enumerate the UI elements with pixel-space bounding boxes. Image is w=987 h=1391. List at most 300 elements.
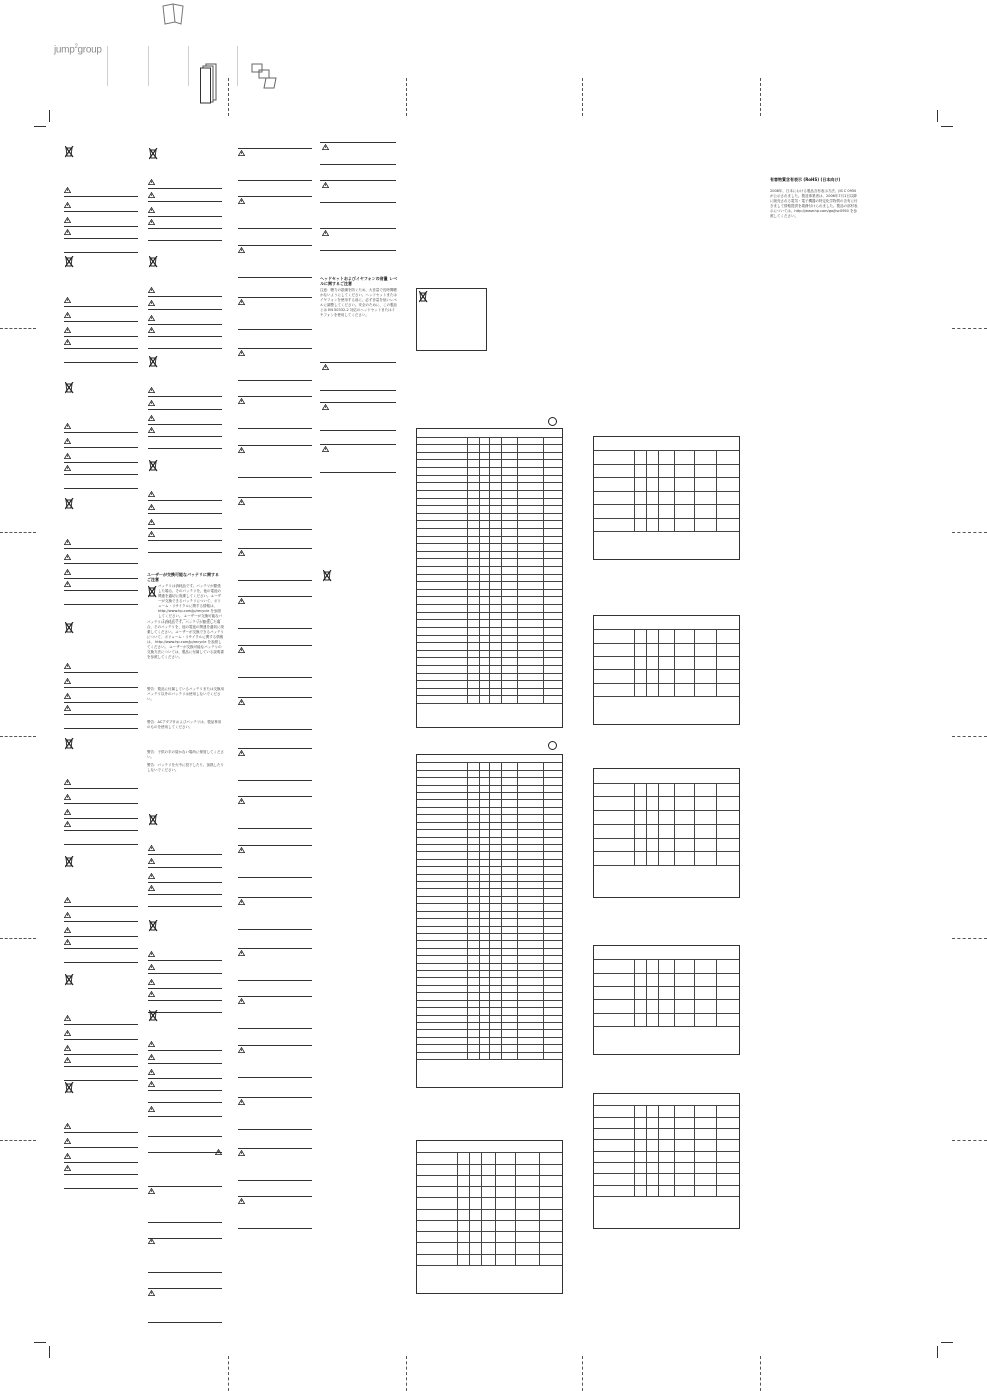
divider-rule bbox=[148, 436, 222, 437]
divider-rule bbox=[238, 228, 312, 229]
table-row-line bbox=[594, 669, 739, 670]
divider-rule bbox=[238, 677, 312, 678]
divider-rule bbox=[238, 348, 312, 349]
table-column-line bbox=[716, 450, 717, 531]
divider-rule bbox=[64, 830, 138, 831]
divider-rule bbox=[64, 803, 138, 804]
battery-heading: ユーザーが交換可能なバッテリに関する ご注意 bbox=[147, 572, 219, 582]
divider-rule bbox=[64, 1024, 138, 1025]
recycle-bin-crossed-icon bbox=[65, 856, 74, 868]
divider-rule bbox=[64, 844, 138, 845]
table-column-line bbox=[646, 1105, 647, 1196]
warning-icon bbox=[148, 1238, 155, 1244]
warning-icon bbox=[148, 1188, 155, 1194]
divider-rule bbox=[64, 818, 138, 819]
header-separator bbox=[237, 46, 238, 86]
warning-icon bbox=[148, 873, 155, 879]
logo-text: jump bbox=[54, 44, 75, 56]
recycle-bin-crossed-icon bbox=[65, 382, 74, 394]
warning-icon bbox=[148, 845, 155, 851]
warning-icon bbox=[238, 647, 245, 653]
table-row-line bbox=[594, 810, 739, 811]
jump2group-logo bbox=[54, 44, 102, 55]
table-row-line bbox=[594, 1185, 739, 1186]
divider-rule bbox=[64, 306, 138, 307]
warning-icon bbox=[64, 1153, 71, 1159]
warning-icon bbox=[64, 187, 71, 193]
divider-rule bbox=[148, 228, 222, 229]
divider-rule bbox=[148, 1186, 222, 1187]
divider-rule bbox=[64, 578, 138, 579]
warning-icon bbox=[148, 979, 155, 985]
table-column-line bbox=[479, 762, 480, 1059]
divider-rule bbox=[238, 529, 312, 530]
warning-icon bbox=[64, 327, 71, 333]
divider-rule bbox=[64, 238, 138, 239]
divider-rule bbox=[148, 540, 222, 541]
table-row-line bbox=[417, 1231, 562, 1232]
recycle-bin-crossed-icon bbox=[65, 622, 74, 634]
table-column-line bbox=[674, 783, 675, 865]
divider-rule bbox=[238, 996, 312, 997]
table-row-line bbox=[417, 1186, 562, 1187]
divider-rule bbox=[238, 277, 312, 278]
recycle-bin-crossed-icon bbox=[149, 920, 158, 932]
table-row-line bbox=[594, 959, 739, 960]
divider-rule bbox=[320, 444, 396, 445]
divider-rule bbox=[238, 780, 312, 781]
divider-rule bbox=[148, 1272, 222, 1273]
divider-rule bbox=[64, 1080, 138, 1081]
warning-icon bbox=[148, 287, 155, 293]
divider-rule bbox=[238, 828, 312, 829]
divider-rule bbox=[238, 948, 312, 949]
warning-icon bbox=[64, 1015, 71, 1021]
warning-icon bbox=[238, 198, 245, 204]
table-row-line bbox=[417, 1152, 562, 1153]
warning-icon bbox=[64, 1123, 71, 1129]
table-column-line bbox=[634, 450, 635, 531]
divider-rule bbox=[320, 180, 396, 181]
recycle-bin-crossed-icon bbox=[65, 256, 74, 268]
divider-rule bbox=[64, 702, 138, 703]
table-column-line bbox=[646, 629, 647, 696]
divider-rule bbox=[64, 590, 138, 591]
warning-icon bbox=[148, 1106, 155, 1112]
table-row-line bbox=[417, 1164, 562, 1165]
table-row-line bbox=[594, 824, 739, 825]
warning-icon bbox=[64, 794, 71, 800]
divider-rule bbox=[148, 882, 222, 883]
warning-icon bbox=[148, 504, 155, 510]
divider-rule bbox=[148, 396, 222, 397]
warning-icon bbox=[64, 297, 71, 303]
divider-rule bbox=[320, 430, 396, 431]
divider-rule bbox=[64, 1147, 138, 1148]
warning-icon bbox=[148, 415, 155, 421]
divider-rule bbox=[320, 228, 396, 229]
divider-rule bbox=[64, 226, 138, 227]
warning-icon bbox=[322, 446, 329, 452]
fold-mark bbox=[406, 78, 407, 116]
table-row-line bbox=[594, 450, 739, 451]
warning-icon bbox=[238, 699, 245, 705]
table-row-line bbox=[594, 629, 739, 630]
warning-icon bbox=[238, 1198, 245, 1204]
divider-rule bbox=[64, 462, 138, 463]
warning-icon bbox=[64, 539, 71, 545]
recycle-bin-crossed-icon bbox=[65, 738, 74, 750]
divider-rule bbox=[64, 1066, 138, 1067]
fold-mark bbox=[0, 938, 36, 939]
divider-rule bbox=[238, 428, 312, 429]
warning-icon bbox=[64, 927, 71, 933]
data-table bbox=[593, 1093, 740, 1229]
divider-rule bbox=[320, 164, 396, 165]
divider-rule bbox=[64, 211, 138, 212]
crop-mark bbox=[937, 1346, 938, 1358]
warning-icon bbox=[64, 1057, 71, 1063]
divider-rule bbox=[148, 1063, 222, 1064]
warning-icon bbox=[238, 847, 245, 853]
table-row-line bbox=[417, 1175, 562, 1176]
warning-icon bbox=[148, 491, 155, 497]
data-table bbox=[416, 428, 563, 728]
warning-icon bbox=[148, 531, 155, 537]
divider-rule bbox=[64, 252, 138, 253]
divider-rule bbox=[64, 1174, 138, 1175]
table-row-line bbox=[594, 1139, 739, 1140]
fold-mark bbox=[406, 1356, 407, 1391]
divider-rule bbox=[238, 1028, 312, 1029]
divider-rule bbox=[238, 180, 312, 181]
warning-icon bbox=[238, 550, 245, 556]
divider-rule bbox=[320, 402, 396, 403]
table-row-line bbox=[594, 986, 739, 987]
table-column-line bbox=[646, 450, 647, 531]
divider-rule bbox=[320, 250, 396, 251]
table-row-line bbox=[417, 1242, 562, 1243]
table-column-line bbox=[716, 783, 717, 865]
divider-rule bbox=[238, 748, 312, 749]
divider-rule bbox=[148, 448, 222, 449]
divider-rule bbox=[64, 474, 138, 475]
warning-icon bbox=[148, 400, 155, 406]
logo-sup: 2 bbox=[74, 44, 78, 50]
warning-icon bbox=[148, 219, 155, 225]
divider-rule bbox=[148, 973, 222, 974]
battery-warning-1: 警告：製品に付属しているバッテリまたは交換用バッテリ以外のバッテリは使用しないでください。 bbox=[147, 687, 224, 701]
divider-rule bbox=[238, 1129, 312, 1130]
table-row-line bbox=[594, 464, 739, 465]
table-row-line bbox=[594, 999, 739, 1000]
warning-icon bbox=[322, 144, 329, 150]
table-column-line bbox=[501, 437, 502, 703]
divider-rule bbox=[64, 1132, 138, 1133]
warning-icon bbox=[148, 858, 155, 864]
divider-rule bbox=[238, 1180, 312, 1181]
table-column-line bbox=[634, 629, 635, 696]
divider-rule bbox=[148, 1222, 222, 1223]
recycle-bin-crossed-icon bbox=[65, 146, 74, 158]
crop-mark bbox=[34, 126, 46, 127]
divider-rule bbox=[238, 1077, 312, 1078]
fold-mark bbox=[952, 938, 987, 939]
rohs-heading: 有害物質含有表示 (RoHS) (日本向け) bbox=[770, 177, 841, 182]
divider-rule bbox=[238, 897, 312, 898]
warning-icon bbox=[238, 150, 245, 156]
divider-rule bbox=[148, 201, 222, 202]
warning-icon bbox=[64, 1138, 71, 1144]
warning-icon bbox=[238, 899, 245, 905]
warning-icon bbox=[64, 312, 71, 318]
fold-mark bbox=[760, 78, 761, 116]
warning-icon bbox=[64, 1165, 71, 1171]
fold-mark bbox=[228, 1356, 229, 1391]
divider-rule bbox=[238, 380, 312, 381]
divider-rule bbox=[238, 877, 312, 878]
warning-icon bbox=[148, 1041, 155, 1047]
divider-rule bbox=[238, 148, 312, 149]
divider-rule bbox=[238, 845, 312, 846]
table-column-line bbox=[716, 1105, 717, 1196]
table-column-line bbox=[694, 1105, 695, 1196]
table-column-line bbox=[517, 762, 518, 1059]
fold-mark bbox=[952, 1140, 987, 1141]
warning-icon bbox=[148, 387, 155, 393]
divider-rule bbox=[148, 894, 222, 895]
table-row-line bbox=[417, 703, 562, 704]
divider-rule bbox=[320, 202, 396, 203]
divider-rule bbox=[64, 1054, 138, 1055]
warning-icon bbox=[64, 821, 71, 827]
table-column-line bbox=[674, 450, 675, 531]
table-row-line bbox=[594, 504, 739, 505]
warning-icon bbox=[215, 1149, 222, 1155]
table-row-line bbox=[594, 531, 739, 532]
crop-mark bbox=[49, 110, 50, 122]
recycle-bin-crossed-icon bbox=[149, 356, 158, 368]
battery-body-2: バッテリは消耗品です。バッテリが膨張した場合、そのバッテリを、他の電池の関連を適切に廃棄してください。ユーザーが交換できるバッテリについて、ボリューム・リサイクルに関する情報は、 http://www.hp.com/jp/recycle を参照してください。 ユーザーが交換可能なバッテリの交換方法については、製品に付属している説明書を参照してください。 bbox=[147, 620, 224, 659]
warning-icon bbox=[148, 427, 155, 433]
warning-icon bbox=[238, 798, 245, 804]
table-column-line bbox=[658, 783, 659, 865]
crop-mark bbox=[34, 1342, 46, 1343]
warning-icon bbox=[148, 951, 155, 957]
table-column-line bbox=[539, 1152, 540, 1265]
table-row-line bbox=[594, 973, 739, 974]
divider-rule bbox=[148, 1050, 222, 1051]
battery-warning-4: 警告：バッテリを火中に投下したり、加熱したりしないでください。 bbox=[147, 763, 224, 772]
warning-icon bbox=[238, 447, 245, 453]
divider-rule bbox=[64, 921, 138, 922]
warning-icon bbox=[322, 364, 329, 370]
divider-rule bbox=[148, 988, 222, 989]
crop-mark bbox=[937, 110, 938, 122]
divider-rule bbox=[238, 645, 312, 646]
warning-icon bbox=[64, 423, 71, 429]
warning-icon bbox=[238, 998, 245, 1004]
warning-icon bbox=[322, 182, 329, 188]
divider-rule bbox=[238, 1097, 312, 1098]
fold-mark bbox=[0, 328, 36, 329]
fold-mark bbox=[952, 532, 987, 533]
recycle-bin-crossed-icon bbox=[148, 586, 157, 598]
warning-icon bbox=[64, 465, 71, 471]
divider-rule bbox=[238, 1045, 312, 1046]
fold-mark bbox=[952, 328, 987, 329]
divider-rule bbox=[148, 500, 222, 501]
table-row-line bbox=[594, 1128, 739, 1129]
divider-rule bbox=[148, 309, 222, 310]
table-row-line bbox=[594, 1117, 739, 1118]
battery-warning-2: 警告：ACアダプタおよびバッテリは、製品専用のものを使用してください。 bbox=[147, 720, 222, 729]
table-row-line bbox=[594, 656, 739, 657]
warning-icon bbox=[148, 1290, 155, 1296]
warning-icon bbox=[64, 912, 71, 918]
circle-marker bbox=[548, 417, 557, 426]
table-row-line bbox=[417, 1059, 562, 1060]
divider-rule bbox=[148, 1078, 222, 1079]
table-row-line bbox=[594, 796, 739, 797]
table-row-line bbox=[594, 783, 739, 784]
divider-rule bbox=[148, 1322, 222, 1323]
crop-mark bbox=[941, 126, 953, 127]
recycle-bin-crossed-icon bbox=[419, 291, 429, 305]
fold-mark bbox=[0, 1140, 36, 1141]
recycle-bin-crossed-icon bbox=[65, 498, 74, 510]
table-column-line bbox=[658, 450, 659, 531]
table-row-line bbox=[594, 1196, 739, 1197]
divider-rule bbox=[148, 324, 222, 325]
divider-rule bbox=[148, 188, 222, 189]
divider-rule bbox=[148, 1136, 222, 1137]
divider-rule bbox=[238, 477, 312, 478]
warning-icon bbox=[64, 569, 71, 575]
table-row-line bbox=[417, 1265, 562, 1266]
warning-icon bbox=[148, 991, 155, 997]
table-row-line bbox=[594, 491, 739, 492]
table-row-line bbox=[594, 1026, 739, 1027]
divider-rule bbox=[64, 548, 138, 549]
fold-mark bbox=[228, 78, 229, 116]
table-column-line bbox=[479, 437, 480, 703]
divider-rule bbox=[148, 960, 222, 961]
table-column-line bbox=[646, 959, 647, 1026]
warning-icon bbox=[148, 1054, 155, 1060]
recycle-bin-crossed-icon bbox=[149, 460, 158, 472]
fold-mark bbox=[760, 1356, 761, 1391]
table-row-line bbox=[594, 865, 739, 866]
divider-rule bbox=[148, 1288, 222, 1289]
warning-icon bbox=[148, 192, 155, 198]
fold-mark bbox=[582, 78, 583, 116]
table-column-line bbox=[543, 762, 544, 1059]
divider-rule bbox=[238, 628, 312, 629]
warning-icon bbox=[322, 230, 329, 236]
table-row-line bbox=[594, 1151, 739, 1152]
divider-rule bbox=[238, 1228, 312, 1229]
divider-rule bbox=[148, 409, 222, 410]
table-row-line bbox=[594, 518, 739, 519]
table-column-line bbox=[634, 1105, 635, 1196]
table-column-line bbox=[634, 959, 635, 1026]
table-row-line bbox=[594, 1162, 739, 1163]
table-column-line bbox=[543, 437, 544, 703]
table-column-line bbox=[517, 437, 518, 703]
divider-rule bbox=[238, 580, 312, 581]
warning-icon bbox=[238, 299, 245, 305]
table-row-line bbox=[594, 1013, 739, 1014]
crop-mark bbox=[941, 1342, 953, 1343]
table-column-line bbox=[694, 629, 695, 696]
warning-icon bbox=[238, 398, 245, 404]
divider-rule bbox=[64, 432, 138, 433]
divider-rule bbox=[238, 1196, 312, 1197]
warning-icon bbox=[64, 678, 71, 684]
divider-rule bbox=[64, 336, 138, 337]
divider-rule bbox=[64, 321, 138, 322]
crop-mark bbox=[49, 1346, 50, 1358]
table-row-line bbox=[594, 696, 739, 697]
table-column-line bbox=[674, 629, 675, 696]
warning-icon bbox=[64, 217, 71, 223]
data-table bbox=[593, 615, 740, 725]
warning-icon bbox=[238, 1047, 245, 1053]
divider-rule bbox=[64, 714, 138, 715]
divider-rule bbox=[238, 548, 312, 549]
divider-rule bbox=[148, 296, 222, 297]
divider-rule bbox=[64, 1039, 138, 1040]
divider-rule bbox=[238, 396, 312, 397]
table-column-line bbox=[467, 762, 468, 1059]
recycle-bin-crossed-icon bbox=[149, 148, 158, 160]
divider-rule bbox=[148, 1102, 222, 1103]
divider-rule bbox=[148, 854, 222, 855]
header-separator bbox=[148, 46, 149, 86]
table-column-line bbox=[694, 959, 695, 1026]
data-table bbox=[593, 945, 740, 1055]
table-row-line bbox=[417, 1209, 562, 1210]
warning-icon bbox=[64, 809, 71, 815]
warning-icon bbox=[64, 779, 71, 785]
divider-rule bbox=[64, 948, 138, 949]
logo-suffix: group bbox=[77, 44, 102, 56]
table-column-line bbox=[501, 762, 502, 1059]
warning-icon bbox=[64, 229, 71, 235]
warning-icon bbox=[64, 581, 71, 587]
table-row-line bbox=[594, 851, 739, 852]
divider-rule bbox=[148, 867, 222, 868]
warning-icon bbox=[64, 339, 71, 345]
divider-rule bbox=[148, 1012, 222, 1013]
headset-body: 注意：聴力の損傷を防ぐため、大音量で長時間聴かないようにしてください。ヘッドセットまたはイヤフォンを使用する前に、必ず音量を低いレベルに調整してください。安全のために、この製品とは EN 50332-2 対応のヘッドセットまたはイヤフォンを使用してください。 bbox=[320, 288, 397, 317]
warning-icon bbox=[64, 1030, 71, 1036]
recycle-bin-crossed-icon bbox=[149, 1010, 158, 1022]
divider-rule bbox=[148, 552, 222, 553]
data-table bbox=[593, 768, 740, 898]
divider-rule bbox=[148, 424, 222, 425]
divider-rule bbox=[238, 196, 312, 197]
fold-icon bbox=[160, 2, 188, 28]
warning-icon bbox=[238, 350, 245, 356]
divider-rule bbox=[64, 563, 138, 564]
divider-rule bbox=[148, 906, 222, 907]
divider-rule bbox=[64, 936, 138, 937]
warning-icon bbox=[64, 693, 71, 699]
divider-rule bbox=[320, 472, 396, 473]
header-separator bbox=[188, 46, 189, 86]
